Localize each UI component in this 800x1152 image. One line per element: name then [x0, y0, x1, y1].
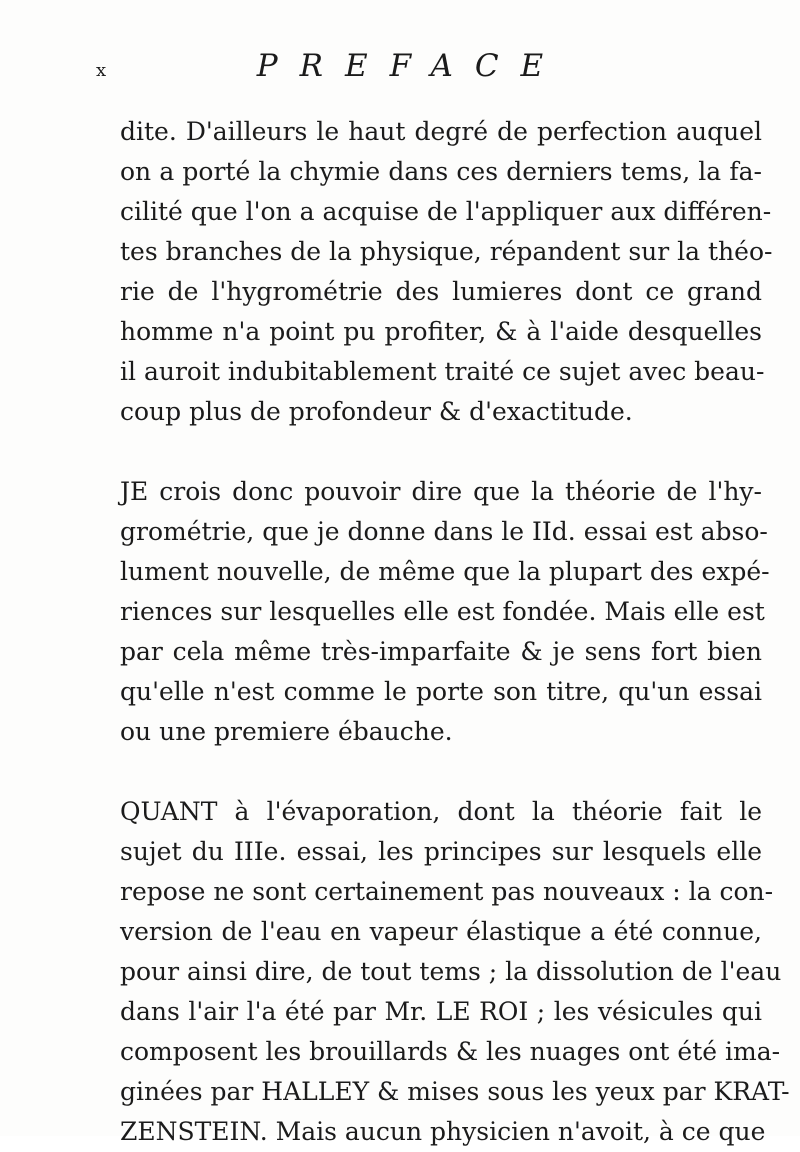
paragraph-1 — [120, 112, 773, 432]
text-line: repose ne sont certainement pas nouveaux : la con- — [120, 877, 774, 906]
text-line: composent les brouillards & les nuages ont été ima- — [120, 1037, 781, 1066]
paragraph-2 — [120, 472, 770, 752]
text-line: version de l'eau en vapeur élastique a été connue, — [120, 917, 762, 946]
page-number: x — [96, 60, 108, 81]
running-title: PREFACE — [256, 48, 566, 84]
text-line: homme n'a point pu profiter, & à l'aide desquelles — [120, 317, 762, 346]
text-line: ZENSTEIN. Mais aucun physicien n'avoit, à ce que — [120, 1117, 766, 1146]
text-line: sujet du IIIe. essai, les principes sur lesquels elle — [120, 837, 762, 866]
text-line: pour ainsi dire, de tout tems ; la dissolution de l'eau — [120, 957, 782, 986]
paragraph-gap — [120, 432, 762, 472]
paragraph-gap — [120, 752, 762, 792]
text-line: par cela même très-imparfaite & je sens fort bien — [120, 637, 762, 666]
text-line: qu'elle n'est comme le porte son titre, qu'un essai — [120, 677, 762, 706]
text-line: riences sur lesquelles elle est fondée. Mais elle est — [120, 597, 765, 626]
text-line: lument nouvelle, de même que la plupart des expé- — [120, 557, 770, 586]
text-line: QUANT à l'évaporation, dont la théorie fait le — [120, 797, 762, 826]
text-line: dans l'air l'a été par Mr. LE ROI ; les vésicules qui — [120, 997, 762, 1026]
paragraph-3 — [120, 792, 790, 1152]
body-text — [120, 112, 790, 1152]
text-line: tes branches de la physique, répandent sur la théo- — [120, 237, 773, 266]
text-line: ginées par HALLEY & mises sous les yeux par KRAT- — [120, 1077, 790, 1106]
text-line: on a porté la chymie dans ces derniers tems, la fa- — [120, 157, 762, 186]
text-line: rie de l'hygrométrie des lumieres dont ce grand — [120, 277, 762, 306]
text-line: JE crois donc pouvoir dire que la théorie de l'hy- — [120, 477, 762, 506]
text-line: cilité que l'on a acquise de l'appliquer aux différen- — [120, 197, 772, 226]
text-line: coup plus de profondeur & d'exactitude. — [120, 397, 633, 426]
text-line: il auroit indubitablement traité ce sujet avec beau- — [120, 357, 765, 386]
text-line: dite. D'ailleurs le haut degré de perfection auquel — [120, 117, 762, 146]
text-line: ou une premiere ébauche. — [120, 717, 453, 746]
page-header — [0, 48, 800, 88]
text-line: grométrie, que je donne dans le IId. essai est abso- — [120, 517, 768, 546]
